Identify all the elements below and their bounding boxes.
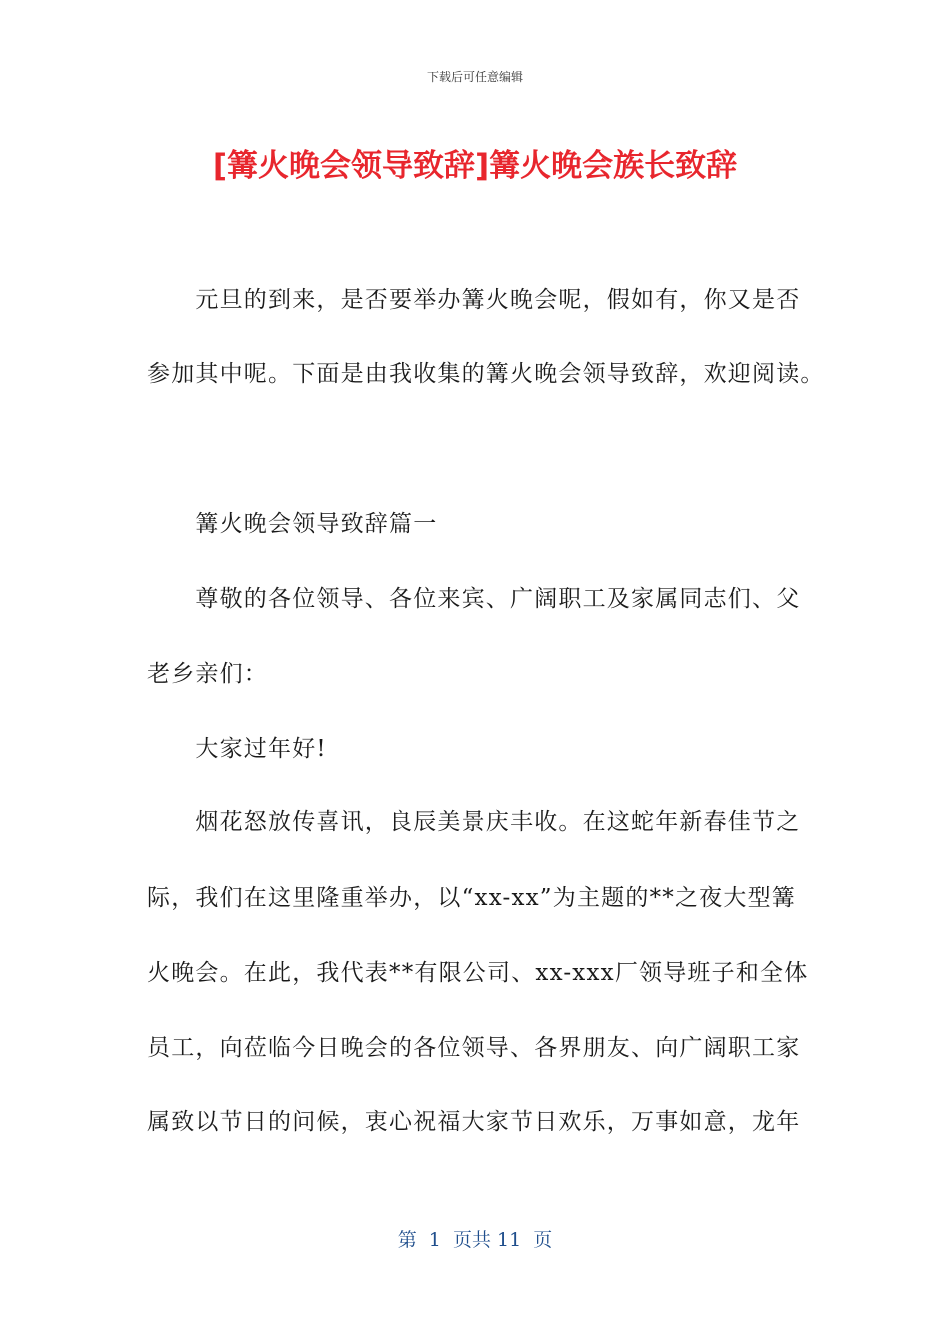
paragraph-line: 际，我们在这里隆重举办，以“xx-xx”为主题的**之夜大型篝 [147,885,796,911]
paragraph-line: 老乡亲们： [147,661,268,687]
paragraph-line: 火晚会。在此，我代表**有限公司、xx-xxx厂领导班子和全体 [147,960,809,986]
paragraph-line: 大家过年好! [147,736,327,762]
page-number: 第 1 页共 11 页 [397,1229,553,1251]
section-heading: 篝火晚会领导致辞篇一 [147,511,438,537]
paragraph-line: 烟花怒放传喜讯，良辰美景庆丰收。在这蛇年新春佳节之 [147,809,801,835]
paragraph-line: 尊敬的各位领导、各位来宾、广阔职工及家属同志们、父 [147,586,801,612]
paragraph-line: 元旦的到来，是否要举办篝火晚会呢，假如有，你又是否 [147,287,801,313]
paragraph-line: 属致以节日的问候，衷心祝福大家节日欢乐，万事如意，龙年 [147,1109,801,1135]
paragraph-line: 员工，向莅临今日晚会的各位领导、各界朋友、向广阔职工家 [147,1035,801,1061]
paragraph-line: 参加其中呢。下面是由我收集的篝火晚会领导致辞，欢迎阅读。 [147,361,825,387]
header-note: 下载后可任意编辑 [426,70,523,84]
document-title: [篝火晚会领导致辞]篝火晚会族长致辞 [212,148,738,184]
